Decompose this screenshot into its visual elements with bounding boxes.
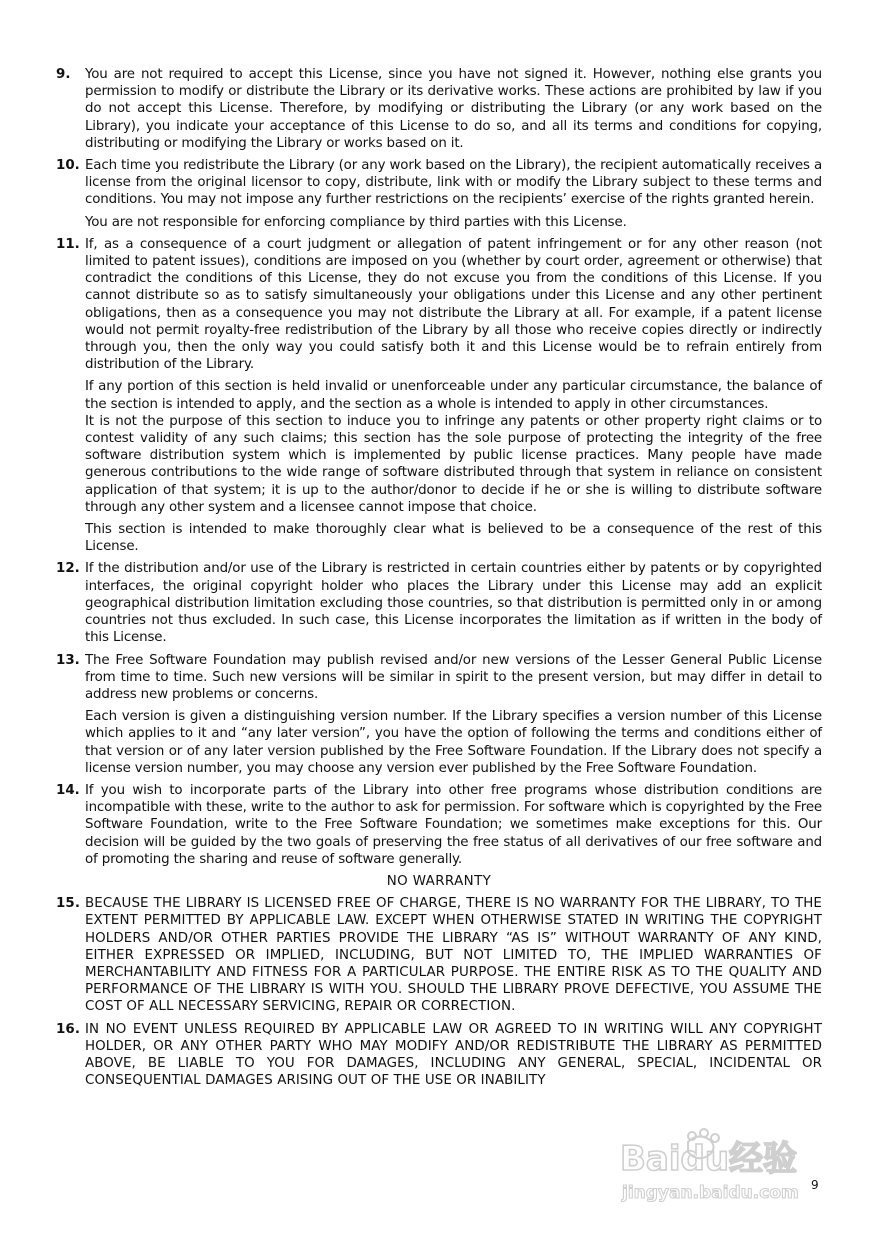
section-paragraph: Each version is given a distinguishing version number. If the Library specifies a version number of this License which applies to it and “any later version”, you have the option of following the terms and conditions either of that version or of any later version published by the Free Software Foundation. If the Library does not specify a license version number, you may choose any version ever published by the Free Software Foundation. [85, 709, 822, 776]
baidu-watermark-logo [618, 1128, 828, 1206]
section-number: 9. [56, 67, 71, 82]
section-paragraph: If, as a consequence of a court judgment or allegation of patent infringement or for any other reason (not limited to patent issues), conditions are imposed on you (whether by court order, agreement or otherwise) that contradict the conditions of this License, they do not excuse you from the conditions of this License. If you cannot distribute so as to satisfy simultaneously your obligations under this License and any other pertinent obligations, then as a consequence you may not distribute the Library at all. For example, if a patent license would not permit royalty-free redistribution of the Library by all those who receive copies directly or indirectly through you, then the only way you could satisfy both it and this License would be to refrain entirely from distribution of the Library. [85, 236, 822, 373]
section-paragraph: The Free Software Foundation may publish revised and/or new versions of the Lesser General Public License from time to time. Such new versions will be similar in spirit to the present version, but may differ in detail to address new problems or concerns. [85, 652, 822, 702]
section-paragraph: You are not responsible for enforcing compliance by third parties with this License. [85, 214, 627, 230]
section-paragraph: If you wish to incorporate parts of the Library into other free programs whose distribution conditions are incompatible with these, write to the author to ask for permission. For software which is copyrighted by the Free Software Foundation, write to the Free Software Foundation; we sometimes make exceptions for this. Our decision will be guided by the two goals of preserving the free status of all derivatives of our free software and of promoting the sharing and reuse of software generally. [85, 782, 822, 867]
section-number: 15. [56, 896, 81, 912]
watermark-url: jingyan.baidu.com [622, 1183, 799, 1203]
section-12 [56, 560, 822, 646]
section-15 [56, 895, 822, 1015]
section-paragraph: Each time you redistribute the Library (or any work based on the Library), the recipient automatically receives a license from the original licensor to copy, distribute, link with or modify the Library subject to these terms and conditions. You may not impose any further restrictions on the recipients’ exercise of the rights granted herein. [85, 158, 822, 208]
section-number: 16. [56, 1021, 81, 1037]
section-number: 13. [56, 652, 80, 668]
section-13 [56, 652, 822, 777]
section-paragraph: IN NO EVENT UNLESS REQUIRED BY APPLICABLE LAW OR AGREED TO IN WRITING WILL ANY COPYRIGHT HOLDER, OR ANY OTHER PARTY WHO MAY MODIFY AND/OR REDISTRIBUTE THE LIBRARY AS PERMITTED ABOVE, BE LIABLE TO YOU FOR DAMAGES, INCLUDING ANY GENERAL, SPECIAL, INCIDENTAL OR CONSEQUENTIAL DAMAGES ARISING OUT OF THE USE OR INABILITY [85, 1021, 822, 1089]
section-number: 10. [56, 158, 80, 174]
section-paragraph: It is not the purpose of this section to induce you to infringe any patents or other property right claims or to contest validity of any such claims; this section has the sole purpose of protecting the integrity of the free software distribution system which is implemented by public license practices. Many people have made generous contributions to the wide range of software distributed through that system in reliance on consistent application of that system; it is up to the author/donor to decide if he or she is willing to distribute software through any other system and a licensee cannot impose that choice. [85, 413, 822, 515]
section-16 [56, 1021, 822, 1090]
section-paragraph: You are not required to accept this License, since you have not signed it. However, nothing else grants you permission to modify or distribute the Library or its derivative works. These actions are prohibited by law if you do not accept this License. Therefore, by modifying or distributing the Library (or any work based on the Library), you indicate your acceptance of this License to do so, and all its terms and conditions for copying, distributing or modifying the Library or works based on it. [85, 67, 822, 151]
section-paragraph: BECAUSE THE LIBRARY IS LICENSED FREE OF CHARGE, THERE IS NO WARRANTY FOR THE LIBRARY, TO THE EXTENT PERMITTED BY APPLICABLE LAW. EXCEPT WHEN OTHERWISE STATED IN WRITING THE COPYRIGHT HOLDERS AND/OR OTHER PARTIES PROVIDE THE LIBRARY “AS IS” WITHOUT WARRANTY OF ANY KIND, EITHER EXPRESSED OR IMPLIED, INCLUDING, BUT NOT LIMITED TO, THE IMPLIED WARRANTIES OF MERCHANTABILITY AND FITNESS FOR A PARTICULAR PURPOSE. THE ENTIRE RISK AS TO THE QUALITY AND PERFORMANCE OF THE LIBRARY IS WITH YOU. SHOULD THE LIBRARY PROVE DEFECTIVE, YOU ASSUME THE COST OF ALL NECESSARY SERVICING, REPAIR OR CORRECTION. [85, 896, 822, 1015]
page-number: 9 [811, 1178, 819, 1192]
section-number: 12. [56, 561, 80, 577]
section-9 [56, 66, 822, 152]
section-paragraph: If the distribution and/or use of the Library is restricted in certain countries either by patents or by copyrighted interfaces, the original copyright holder who places the Library under this License may add an explicit geographical distribution limitation excluding those countries, so that distribution is permitted only in or among countries not thus excluded. In such case, this License incorporates the limitation as if written in the body of this License. [85, 561, 822, 646]
section-paragraph: If any portion of this section is held invalid or unenforceable under any particular circumstance, the balance of the section is intended to apply, and the section as a whole is intended to apply in other circumstances. [85, 379, 822, 412]
no-warranty-heading: NO WARRANTY [386, 873, 492, 889]
watermark-brand: Baidu经验 [620, 1139, 798, 1179]
section-11 [56, 236, 822, 556]
section-10 [56, 157, 822, 231]
section-paragraph: This section is intended to make thoroughly clear what is believed to be a consequence of the rest of this License. [85, 522, 822, 555]
section-14 [56, 782, 822, 868]
license-text [56, 66, 822, 1094]
section-number: 11. [56, 236, 80, 252]
section-number: 14. [56, 782, 80, 798]
